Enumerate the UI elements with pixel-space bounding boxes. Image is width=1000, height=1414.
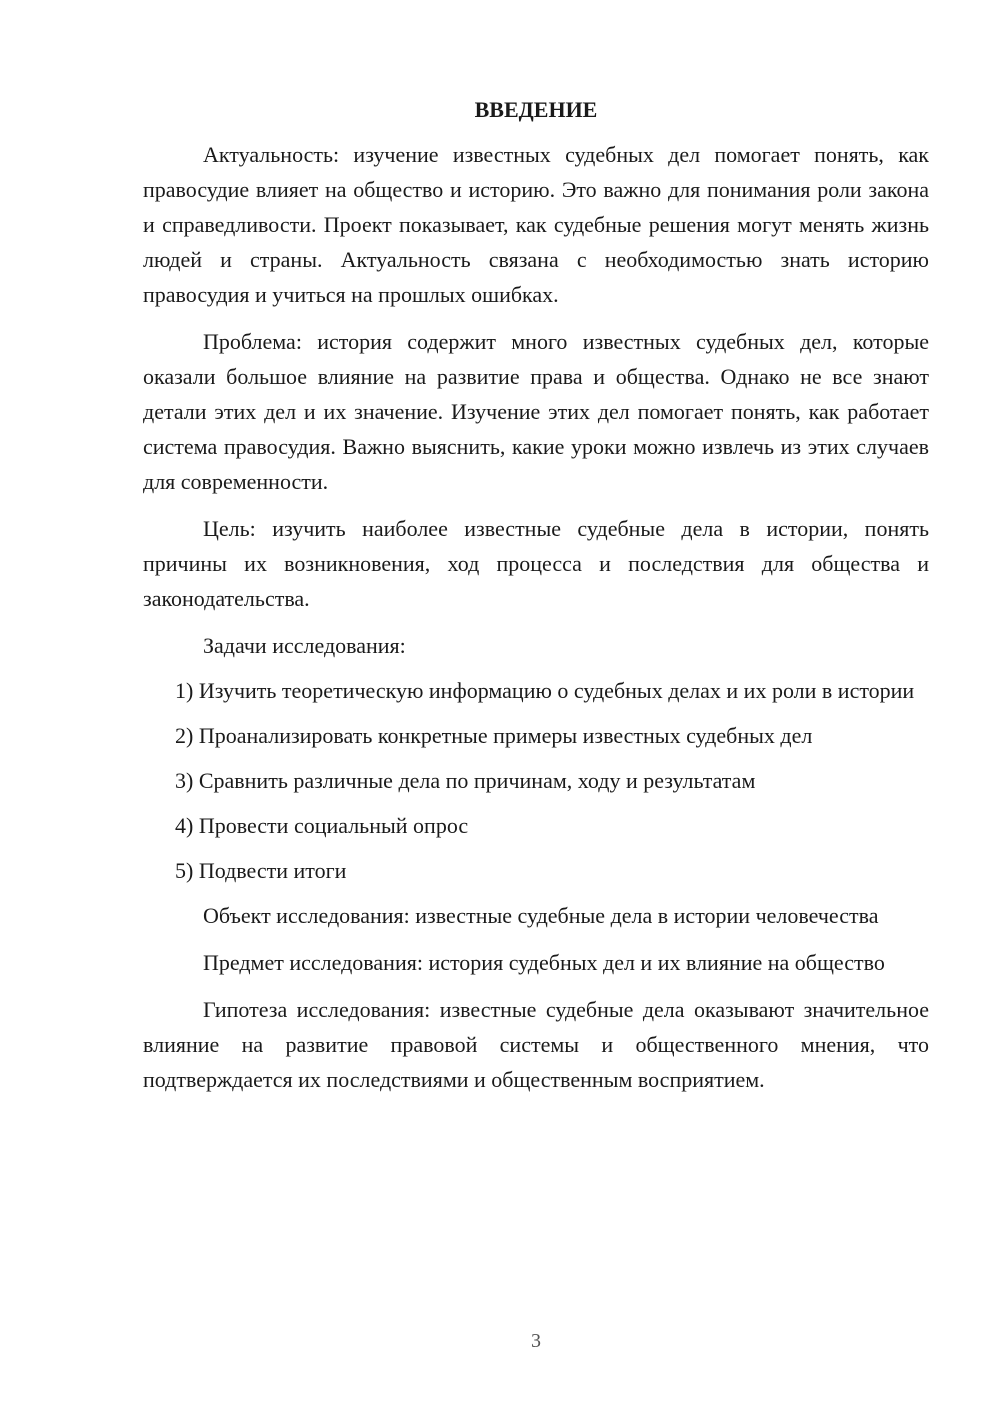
document-page — [143, 92, 929, 1109]
task-item-2: 2) Проанализировать конкретные примеры известных судебных дел — [175, 723, 813, 748]
paragraph-problem: Проблема: история содержит много известных судебных дел, которые оказали большое влияние на развитие права и общества. Однако не все знают детали этих дел и их значение. Изучение этих дел помогает понять, как работает система правосудия. Важно выяснить, какие уроки можно извлечь из этих случаев для современности. — [143, 329, 929, 494]
paragraph-relevance: Актуальность: изучение известных судебных дел помогает понять, как правосудие влияет на общество и историю. Это важно для понимания роли закона и справедливости. Проект показывает, как судебные решения могут менять жизнь людей и страны. Актуальность связана с необходимостью знать историю правосудия и учиться на прошлых ошибках. — [143, 142, 929, 307]
paragraph-hypothesis: Гипотеза исследования: известные судебные дела оказывают значительное влияние на развитие правовой системы и общественного мнения, что подтверждается их последствиями и общественным восприятием. — [143, 997, 929, 1092]
page-number: 3 — [531, 1330, 541, 1352]
paragraph-object: Объект исследования: известные судебные дела в истории человечества — [203, 903, 879, 928]
task-item-4: 4) Провести социальный опрос — [175, 813, 469, 838]
section-heading: ВВЕДЕНИЕ — [474, 97, 598, 122]
task-item-3: 3) Сравнить различные дела по причинам, ходу и результатам — [175, 768, 756, 793]
task-item-5: 5) Подвести итоги — [175, 858, 347, 883]
paragraph-goal: Цель: изучить наиболее известные судебные дела в истории, понять причины их возникновения, ход процесса и последствия для общества и законодательства. — [143, 516, 929, 611]
tasks-label: Задачи исследования: — [203, 633, 406, 658]
paragraph-subject: Предмет исследования: история судебных дел и их влияние на общество — [203, 950, 885, 975]
task-item-1: 1) Изучить теоретическую информацию о судебных делах и их роли в истории — [175, 678, 915, 703]
